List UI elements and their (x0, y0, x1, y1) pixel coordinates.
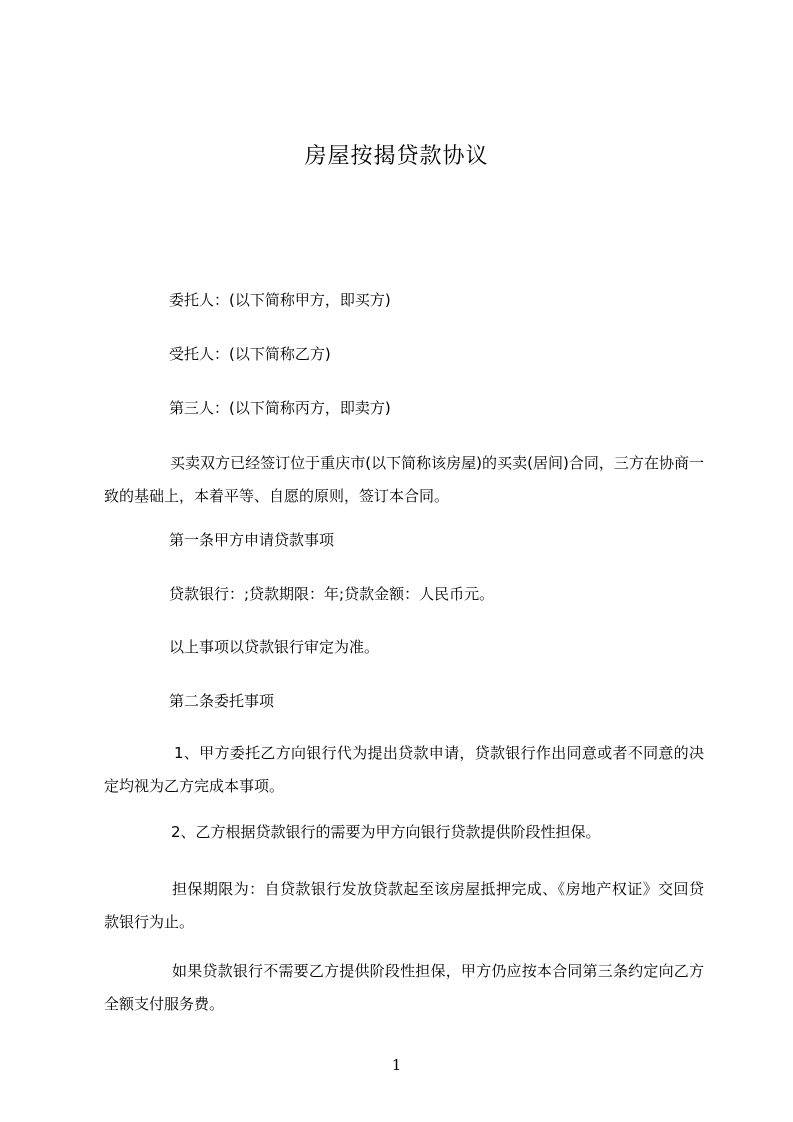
no-guarantee-paragraph: 如果贷款银行不需要乙方提供阶段性担保，甲方仍应按本合同第三条约定向乙方全额支付服务费。 (104, 962, 704, 1013)
intro-paragraph: 买卖双方已经签订位于重庆市(以下简称该房屋)的买卖(居间)合同，三方在协商一致的基础上，本着平等、自愿的原则，签订本合同。 (104, 454, 704, 505)
article1-heading: 第一条甲方申请贷款事项 (169, 531, 335, 549)
loan-details-line: 贷款银行：;贷款期限：年;贷款金额：人民币元。 (169, 585, 495, 603)
article2-heading: 第二条委托事项 (169, 692, 275, 710)
article2-item1-paragraph: 1、甲方委托乙方向银行代为提出贷款申请，贷款银行作出同意或者不同意的决定均视为乙方完成本事项。 (104, 744, 704, 795)
agent-line: 受托人：(以下简称乙方) (169, 345, 331, 363)
document-title: 房屋按揭贷款协议 (304, 144, 489, 169)
article2-item2-line: 2、乙方根据贷款银行的需要为甲方向银行贷款提供阶段性担保。 (171, 823, 601, 841)
page-number: 1 (391, 1056, 402, 1074)
client-line: 委托人：(以下简称甲方，即买方) (169, 291, 391, 309)
third-party-line: 第三人：(以下简称丙方，即卖方) (169, 399, 391, 417)
loan-note-line: 以上事项以贷款银行审定为准。 (169, 638, 380, 656)
guarantee-period-paragraph: 担保期限为：自贷款银行发放贷款起至该房屋抵押完成、《房地产权证》交回贷款银行为止。 (104, 880, 704, 931)
